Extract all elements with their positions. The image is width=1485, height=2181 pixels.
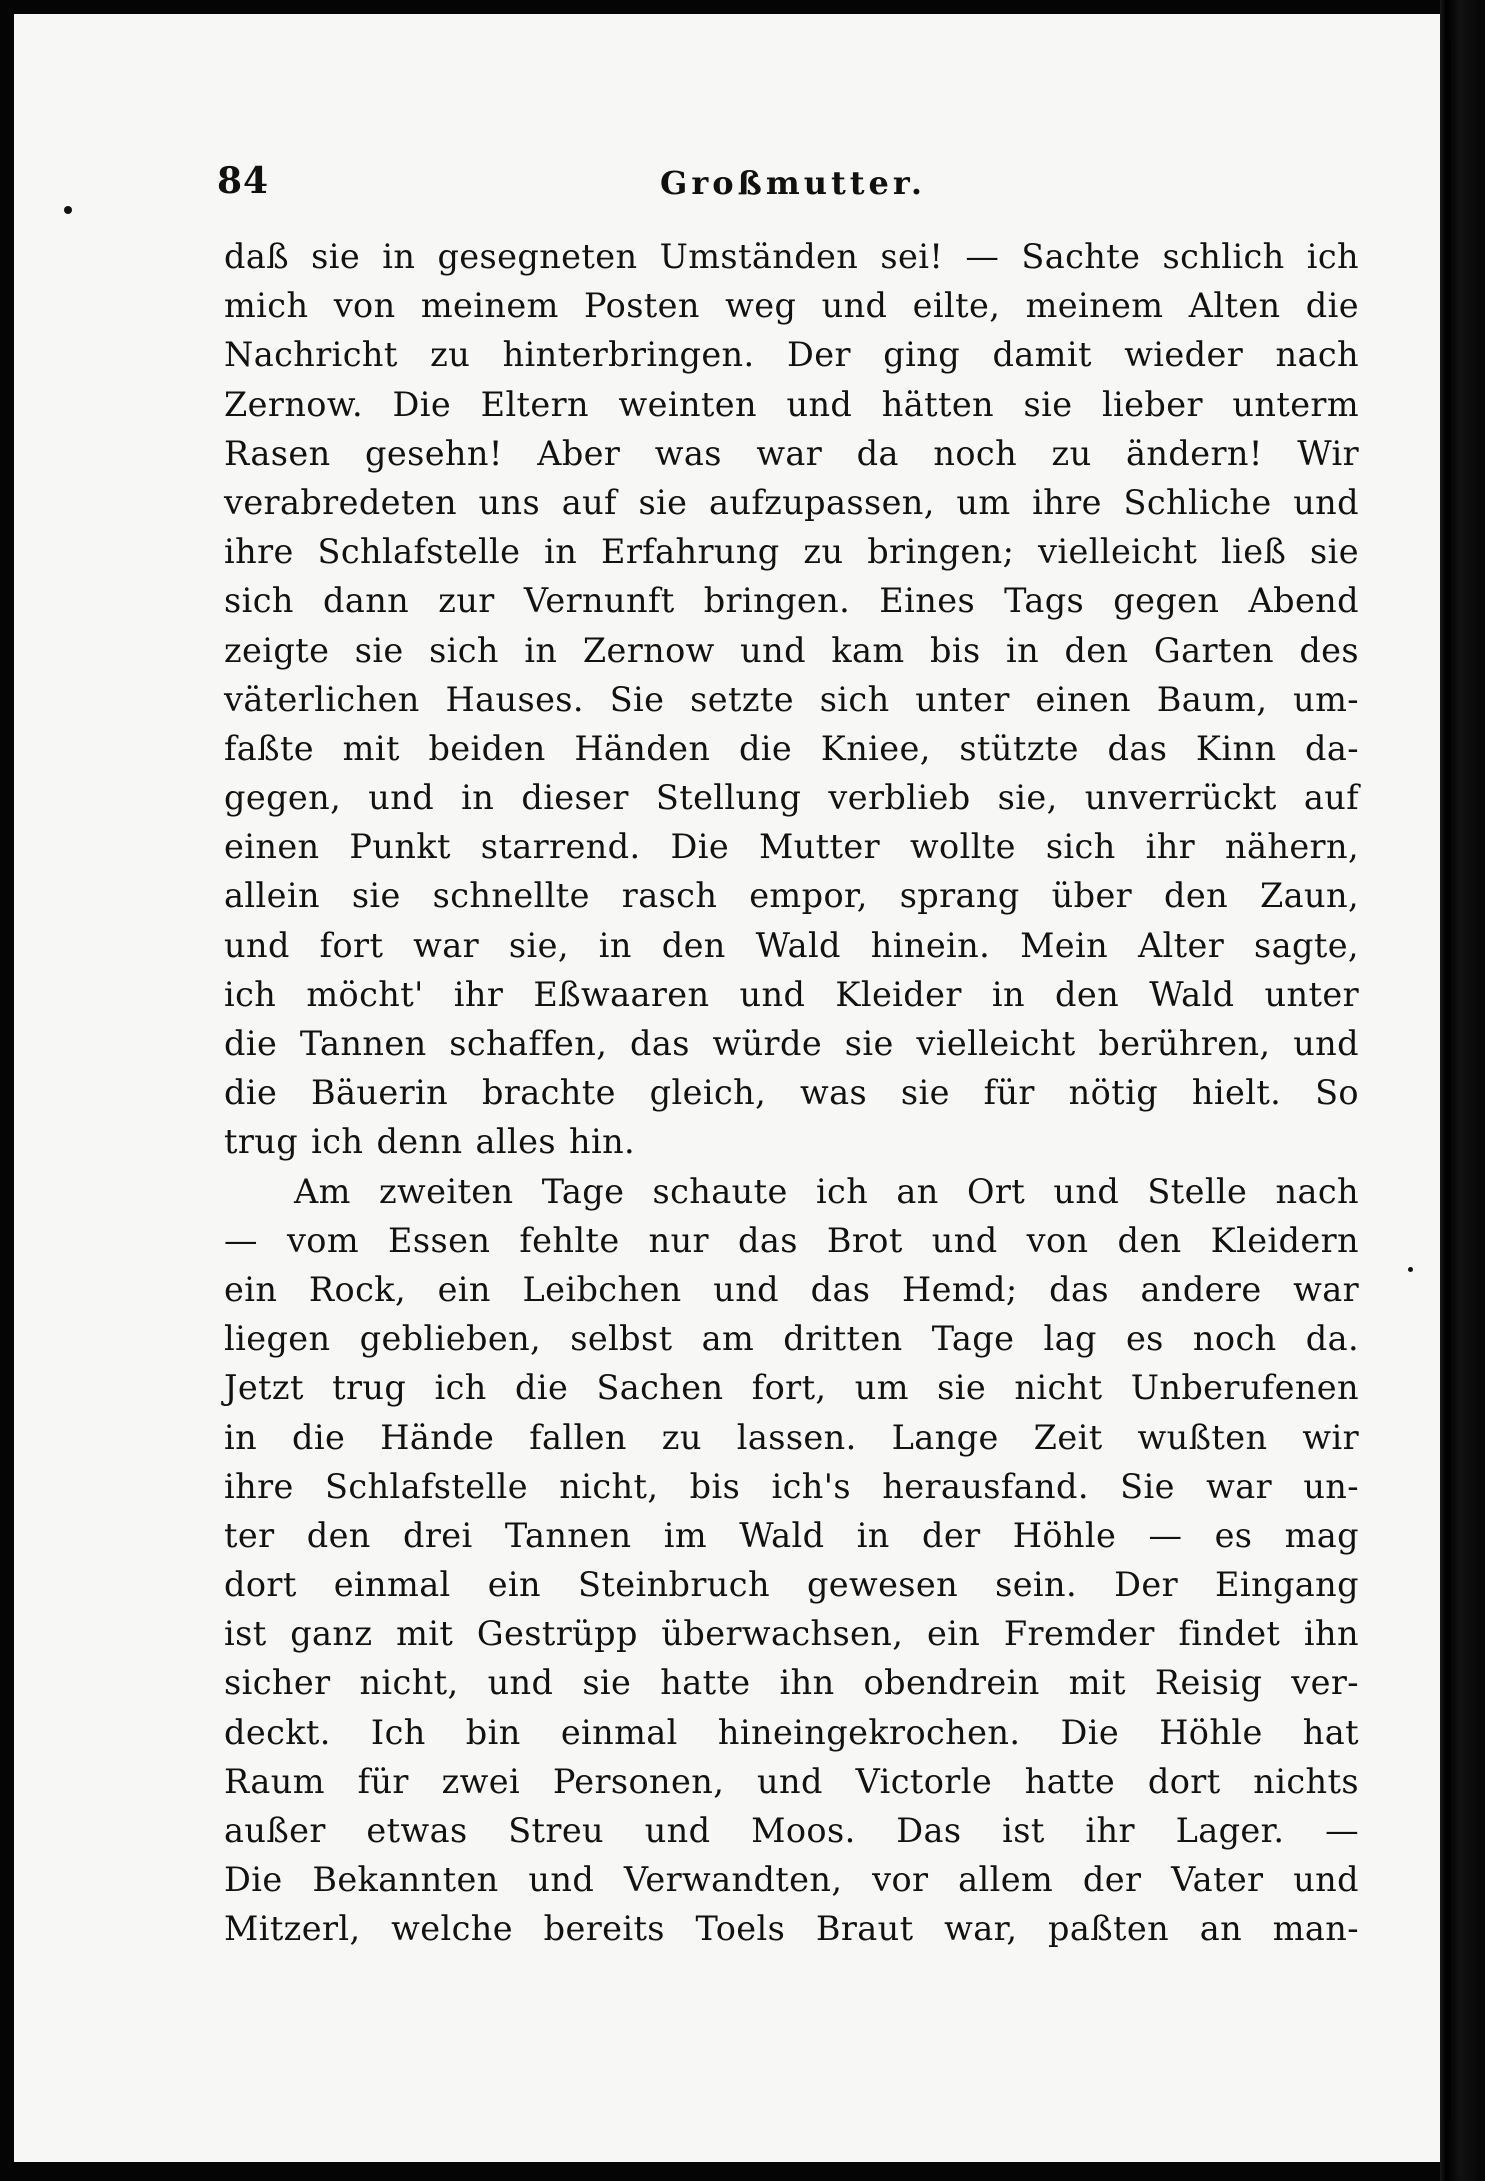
text-line: ein Rock, ein Leibchen und das Hemd; das andere war xyxy=(224,1269,1359,1309)
paragraph-last-line: trug ich denn alles hin. xyxy=(224,1122,636,1162)
text-line: dort einmal ein Steinbruch gewesen sein. Der Eingang xyxy=(224,1565,1359,1605)
text-line: die Tannen schaffen, das würde sie vielleicht berühren, und xyxy=(224,1024,1359,1063)
binding-shadow-line xyxy=(1447,40,1451,2120)
text-line: und fort war sie, in den Wald hinein. Mein Alter sagte, xyxy=(224,925,1359,965)
text-line: väterlichen Hauses. Sie setzte sich unter einen Baum, um- xyxy=(224,679,1359,719)
text-line: verabredeten uns auf sie aufzupassen, um ihre Schliche und xyxy=(224,482,1359,522)
text-line: ich möcht' ihr Eßwaaren und Kleider in den Wald unter xyxy=(224,974,1359,1014)
text-line: Jetzt trug ich die Sachen fort, um sie nicht Unberufenen xyxy=(224,1368,1359,1408)
text-line: ist ganz mit Gestrüpp überwachsen, ein Fremder findet ihn xyxy=(224,1614,1359,1654)
text-line: mich von meinem Posten weg und eilte, meinem Alten die xyxy=(224,286,1359,326)
text-line: Mitzerl, welche bereits Toels Braut war, paßten an man- xyxy=(224,1909,1359,1949)
text-line: faßte mit beiden Händen die Kniee, stützte das Kinn da- xyxy=(224,728,1359,768)
text-line: Rasen gesehn! Aber was war da noch zu ändern! Wir xyxy=(224,433,1359,473)
text-line: einen Punkt starrend. Die Mutter wollte sich ihr nähern, xyxy=(224,827,1359,867)
running-title: Großmutter. xyxy=(660,164,926,202)
scan-speck xyxy=(1408,1267,1413,1272)
text-line: ihre Schlafstelle in Erfahrung zu bringen; vielleicht ließ sie xyxy=(224,532,1359,572)
text-line: die Bäuerin brachte gleich, was sie für nötig hielt. So xyxy=(224,1073,1359,1113)
text-line: in die Hände fallen zu lassen. Lange Zeit wußten wir xyxy=(224,1417,1359,1457)
text-line: Zernow. Die Eltern weinten und hätten sie lieber unterm xyxy=(224,384,1359,424)
text-line: ter den drei Tannen im Wald in der Höhle — es mag xyxy=(224,1515,1359,1555)
body-text xyxy=(224,232,1359,2012)
text-line: Die Bekannten und Verwandten, vor allem der Vater und xyxy=(224,1860,1359,1900)
text-line: allein sie schnellte rasch empor, sprang über den Zaun, xyxy=(224,876,1359,916)
scan-speck xyxy=(64,206,72,214)
text-line: Nachricht zu hinterbringen. Der ging damit wieder nach xyxy=(224,335,1359,375)
page-number: 84 xyxy=(217,160,270,202)
text-line: gegen, und in dieser Stellung verblieb sie, unverrückt auf xyxy=(224,778,1359,818)
text-line: außer etwas Streu und Moos. Das ist ihr Lager. — xyxy=(224,1811,1359,1850)
text-line: sicher nicht, und sie hatte ihn obendrein mit Reisig ver- xyxy=(224,1663,1359,1703)
paragraph-first-line: Am zweiten Tage schaute ich an Ort und Stelle nach xyxy=(294,1171,1359,1211)
text-line: — vom Essen fehlte nur das Brot und von den Kleidern xyxy=(224,1220,1359,1260)
text-line: Raum für zwei Personen, und Victorle hatte dort nichts xyxy=(224,1761,1359,1801)
page-header xyxy=(217,160,1317,210)
text-line: daß sie in gesegneten Umständen sei! — Sachte schlich ich xyxy=(224,237,1359,276)
text-line: ihre Schlafstelle nicht, bis ich's herausfand. Sie war un- xyxy=(224,1466,1359,1506)
text-line: liegen geblieben, selbst am dritten Tage lag es noch da. xyxy=(224,1319,1359,1359)
text-line: deckt. Ich bin einmal hineingekrochen. Die Höhle hat xyxy=(224,1712,1359,1752)
text-line: sich dann zur Vernunft bringen. Eines Tags gegen Abend xyxy=(224,581,1359,621)
text-line: zeigte sie sich in Zernow und kam bis in den Garten des xyxy=(224,630,1359,670)
